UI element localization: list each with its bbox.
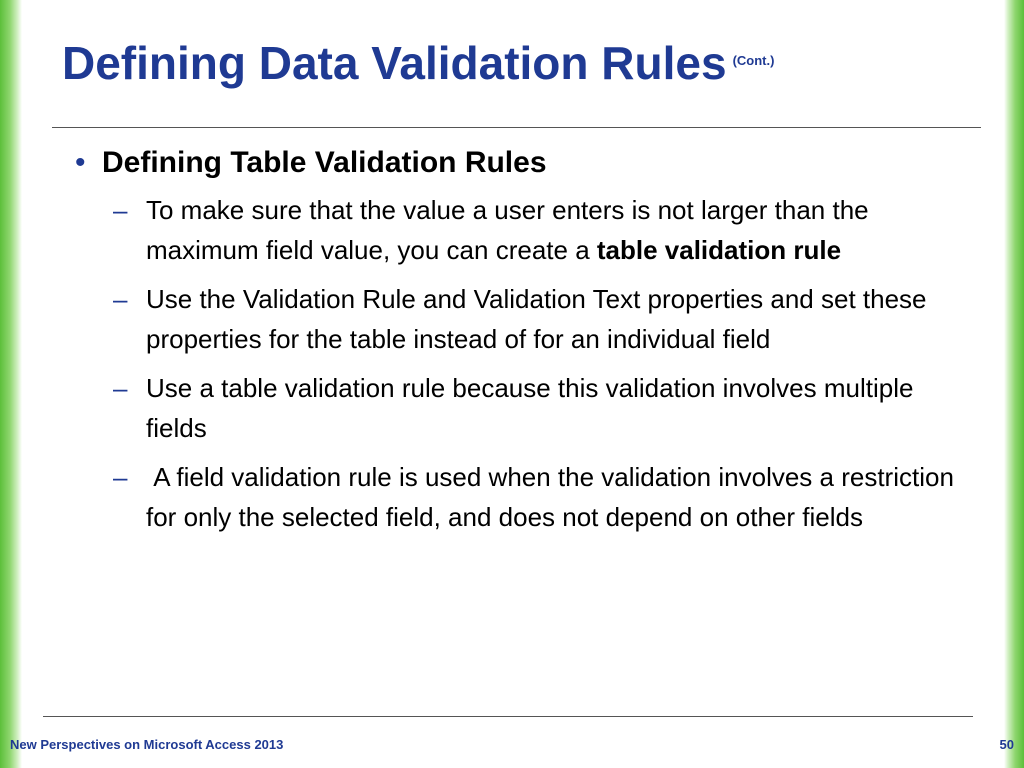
footer-divider <box>43 716 973 717</box>
right-green-edge <box>1004 0 1024 768</box>
sub-bullet-marker: – <box>113 284 128 314</box>
sub-bullet-marker: – <box>113 195 128 225</box>
sub-bullet-marker: – <box>113 373 128 403</box>
sub-bullet-text: A field validation rule is used when the validation involves a restriction for only the selected field, and does not depend on other fields <box>146 462 962 532</box>
slide-title-suffix: (Cont.) <box>732 53 775 68</box>
title-divider <box>52 127 981 128</box>
page-number: 50 <box>999 737 1014 752</box>
sub-bullet-text-part: To make sure that the value a user enters is not larger than the maximum field value, you can create a <box>146 195 869 265</box>
bullet-marker: • <box>75 146 86 179</box>
bullet-heading: Defining Table Validation Rules <box>102 146 547 179</box>
footer-text: New Perspectives on Microsoft Access 2013 <box>10 737 284 752</box>
left-green-edge <box>0 0 22 768</box>
slide-title <box>62 38 774 89</box>
sub-bullet-item <box>113 368 975 448</box>
sub-bullet-item <box>113 457 975 537</box>
sub-bullet-text: Use the Validation Rule and Validation Text properties and set these properties for the table instead of for an individual field <box>146 284 927 354</box>
sub-bullet-item <box>113 279 975 359</box>
sub-bullet-list <box>75 190 975 537</box>
slide-content <box>75 146 975 546</box>
sub-bullet-text: Use a table validation rule because this validation involves multiple fields <box>146 373 914 443</box>
sub-bullet-marker: – <box>113 462 128 492</box>
sub-bullet-item <box>113 190 975 270</box>
slide-title-text: Defining Data Validation Rules <box>62 37 727 89</box>
sub-bullet-bold-term: table validation rule <box>596 235 842 265</box>
sub-bullet-text <box>146 190 975 270</box>
bullet-item <box>75 146 975 180</box>
